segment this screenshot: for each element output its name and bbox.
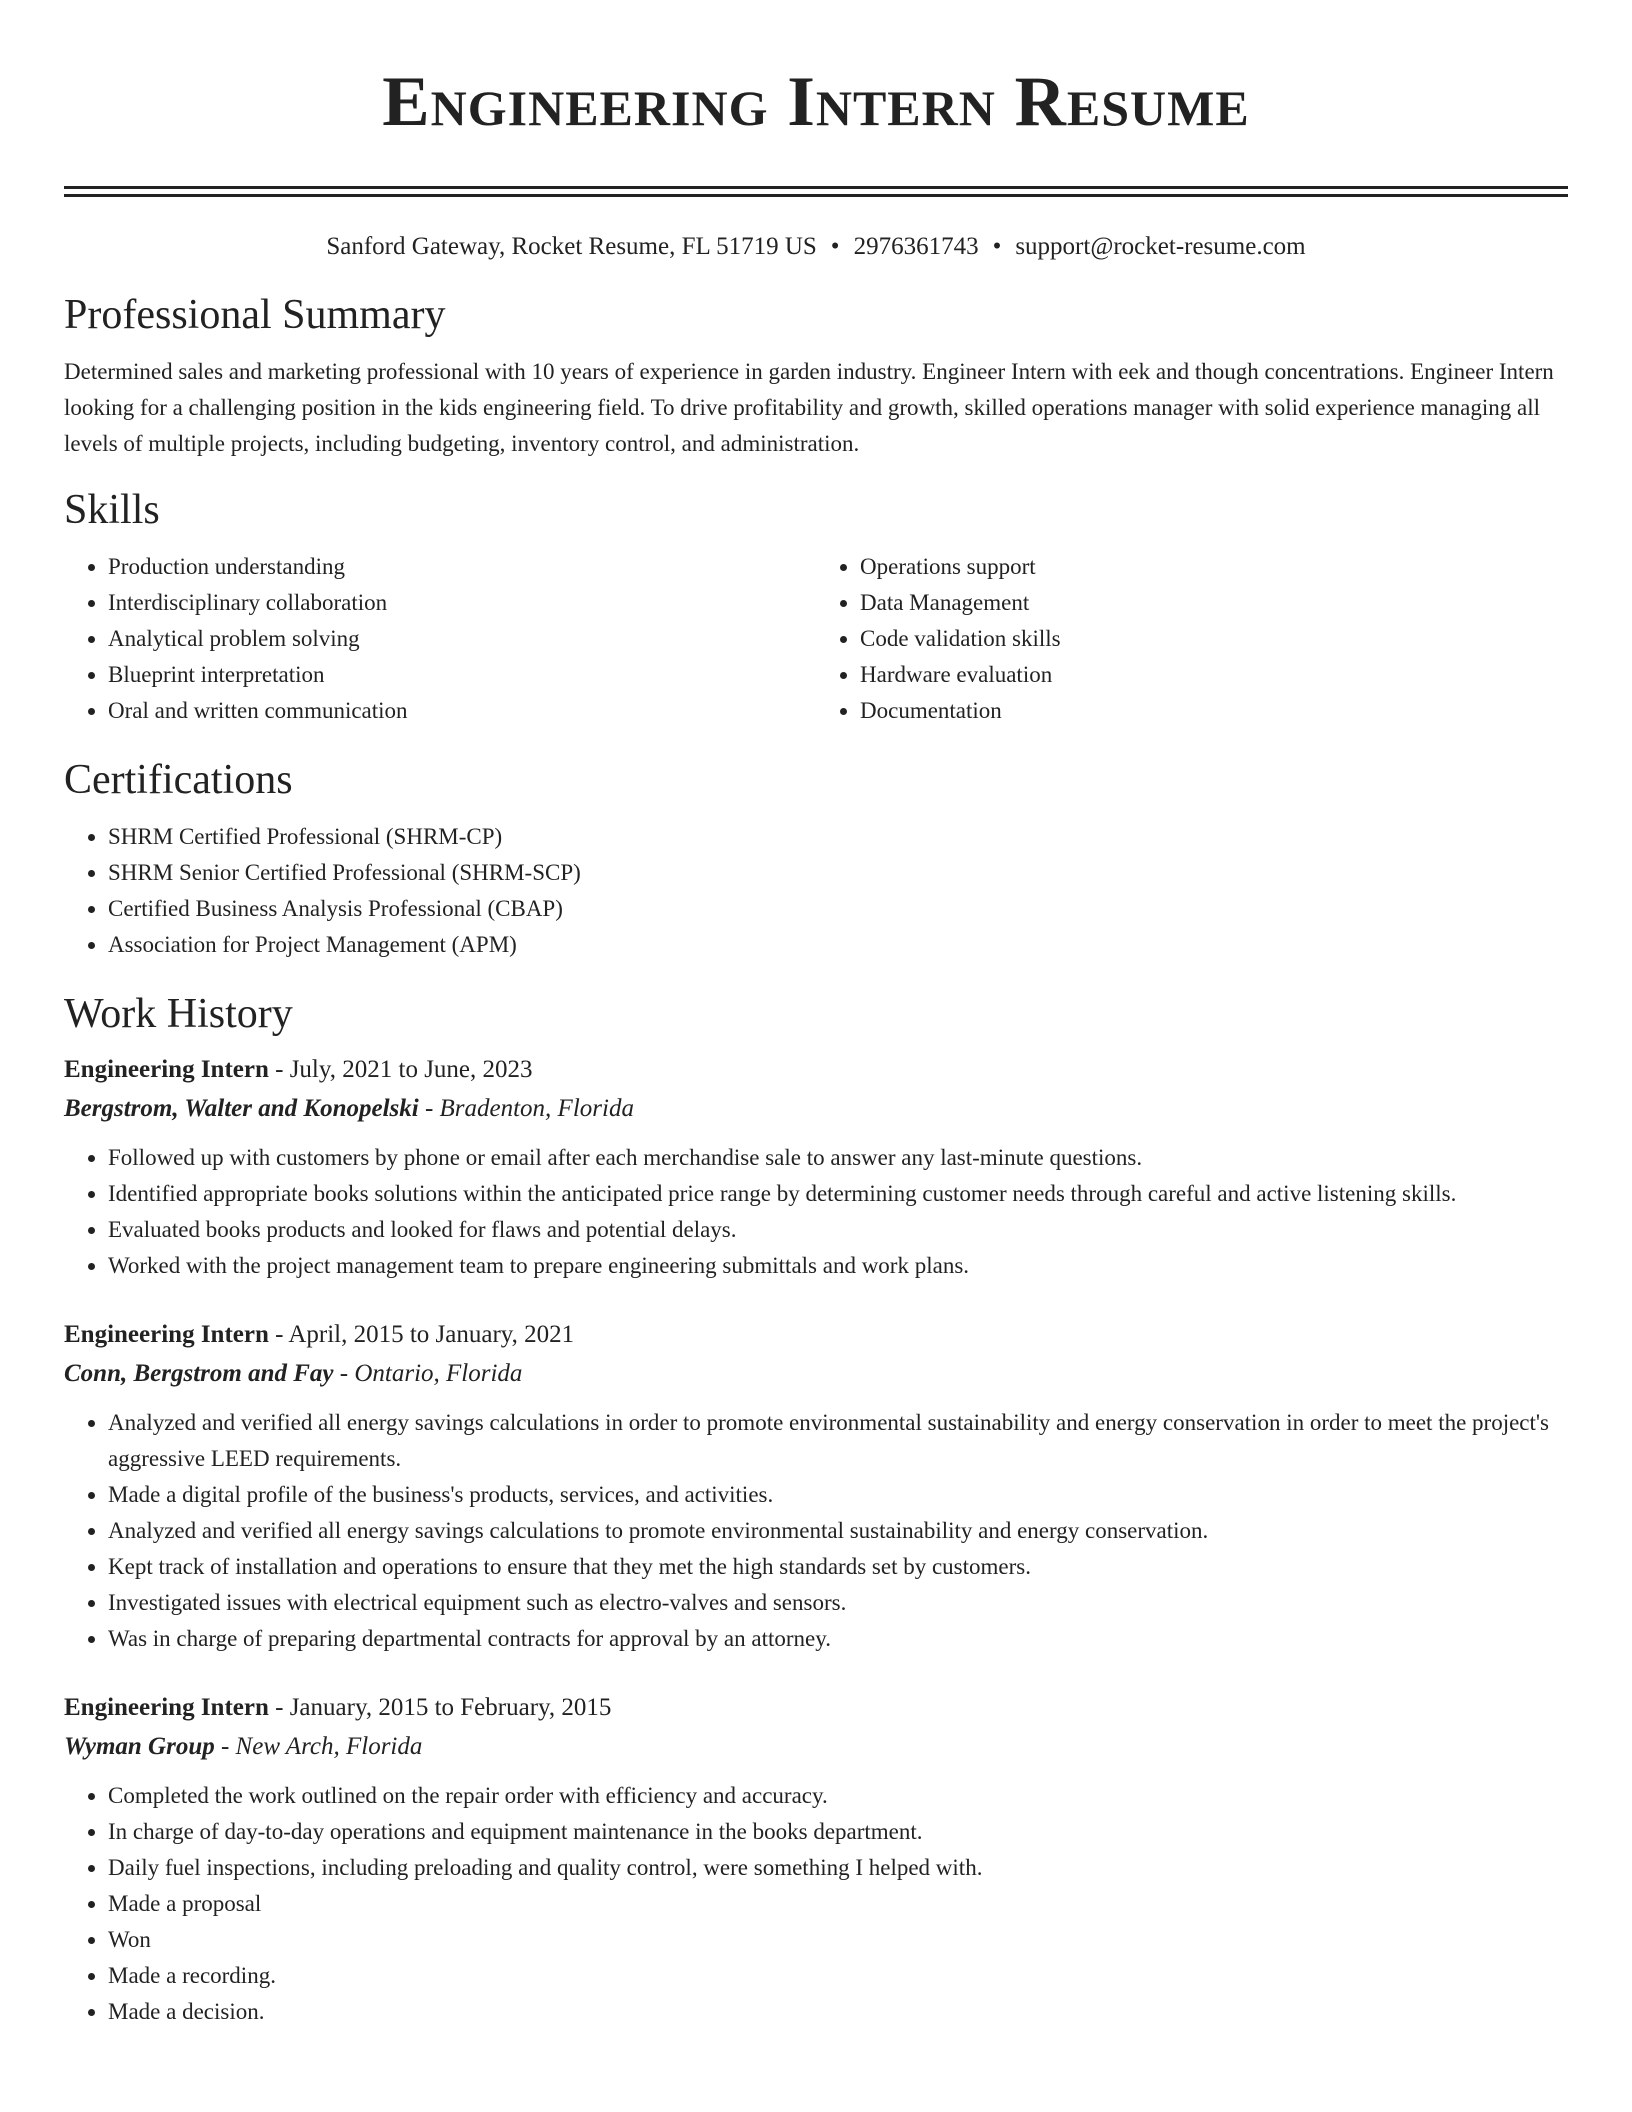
section-title-summary: Professional Summary: [64, 292, 446, 338]
job-company-line: [64, 1089, 1568, 1128]
job-bullet: • Was in charge of preparing departmental contracts for approval by an attorney.: [108, 1621, 1568, 1657]
job-bullet: • Investigated issues with electrical equipment such as electro-valves and sensors.: [108, 1585, 1568, 1621]
job-bullet: • Evaluated books products and looked for flaws and potential delays.: [108, 1212, 1568, 1248]
title-divider-top: [64, 186, 1568, 189]
job-bullet: • Daily fuel inspections, including preloading and quality control, were something I helped with.: [108, 1850, 1568, 1886]
job-bullet: • Won: [108, 1922, 1568, 1958]
resume-page: [64, 0, 1568, 2030]
job-entry: [64, 1316, 1568, 1657]
job-bullet: • Worked with the project management team to prepare engineering submittals and work plans.: [108, 1248, 1568, 1284]
contact-address: Sanford Gateway, Rocket Resume, FL 51719 US: [326, 233, 817, 260]
job-location: - Ontario, Florida: [333, 1360, 523, 1387]
section-title-skills: Skills: [64, 487, 160, 533]
skills-columns: [64, 549, 1568, 729]
job-dates: - January, 2015 to February, 2015: [268, 1694, 612, 1721]
certification-item: • Certified Business Analysis Professional (CBAP): [108, 891, 1568, 927]
job-bullet: • Analyzed and verified all energy savings calculations to promote environmental sustainability and energy conservation.: [108, 1513, 1568, 1549]
skills-list-right: [816, 549, 1568, 729]
skill-item: • Hardware evaluation: [860, 657, 1568, 693]
resume-title: Engineering Intern Resume: [382, 63, 1250, 141]
skill-item: • Interdisciplinary collaboration: [108, 585, 816, 621]
job-company: Wyman Group: [64, 1733, 215, 1760]
skill-item: • Operations support: [860, 549, 1568, 585]
job-company: Bergstrom, Walter and Konopelski: [64, 1095, 419, 1122]
certification-item: • Association for Project Management (APM): [108, 927, 1568, 963]
job-bullet: • Made a proposal: [108, 1886, 1568, 1922]
job-entry: [64, 1689, 1568, 2030]
contact-separator: •: [992, 233, 1002, 260]
job-bullet: • Made a digital profile of the business's products, services, and activities.: [108, 1477, 1568, 1513]
job-bullet: • Identified appropriate books solutions within the anticipated price range by determining customer needs through careful and active listening skills.: [108, 1176, 1568, 1212]
job-bullets: [64, 1778, 1568, 2030]
skills-list-left: [64, 549, 816, 729]
contact-phone: 2976361743: [853, 233, 979, 260]
skill-item: • Production understanding: [108, 549, 816, 585]
contact-line: [64, 231, 1568, 263]
job-bullets: [64, 1405, 1568, 1657]
certification-item: • SHRM Senior Certified Professional (SHRM-SCP): [108, 855, 1568, 891]
job-entry: [64, 1051, 1568, 1284]
job-title: Engineering Intern: [64, 1694, 269, 1721]
job-bullet: • In charge of day-to-day operations and equipment maintenance in the books department.: [108, 1814, 1568, 1850]
section-title-work-history: Work History: [64, 991, 293, 1037]
job-bullets: [64, 1140, 1568, 1284]
job-bullet: • Completed the work outlined on the repair order with efficiency and accuracy.: [108, 1778, 1568, 1814]
job-location: - Bradenton, Florida: [418, 1095, 634, 1122]
job-dates: - April, 2015 to January, 2021: [268, 1321, 575, 1348]
skill-item: • Code validation skills: [860, 621, 1568, 657]
certifications-list: [64, 819, 1568, 963]
skill-item: • Data Management: [860, 585, 1568, 621]
job-location: - New Arch, Florida: [214, 1733, 423, 1760]
job-title: Engineering Intern: [64, 1056, 269, 1083]
job-dates: - July, 2021 to June, 2023: [268, 1056, 533, 1083]
job-header: [64, 1689, 1568, 1727]
job-company-line: [64, 1727, 1568, 1766]
job-company-line: [64, 1354, 1568, 1393]
certification-item: • SHRM Certified Professional (SHRM-CP): [108, 819, 1568, 855]
title-divider-bottom: [64, 194, 1568, 197]
job-bullet: • Made a decision.: [108, 1994, 1568, 2030]
summary-text: Determined sales and marketing professional with 10 years of experience in garden industry. Engineer Intern with eek and though concentrations. Engineer Intern looking for a challenging position in the kids engineering field. To drive profitability and growth, skilled operations manager with solid experience managing all levels of multiple projects, including budgeting, inventory control, and administration.: [64, 359, 1554, 456]
contact-email: support@rocket-resume.com: [1015, 233, 1306, 260]
job-company: Conn, Bergstrom and Fay: [64, 1360, 334, 1387]
skill-item: • Documentation: [860, 693, 1568, 729]
job-title: Engineering Intern: [64, 1321, 269, 1348]
skill-item: • Blueprint interpretation: [108, 657, 816, 693]
skill-item: • Analytical problem solving: [108, 621, 816, 657]
job-header: [64, 1316, 1568, 1354]
job-bullet: • Analyzed and verified all energy savings calculations in order to promote environmental sustainability and energy conservation in order to meet the project's aggressive LEED requirements.: [108, 1405, 1568, 1477]
job-header: [64, 1051, 1568, 1089]
job-bullet: • Kept track of installation and operations to ensure that they met the high standards set by customers.: [108, 1549, 1568, 1585]
contact-separator: •: [830, 233, 840, 260]
section-title-certifications: Certifications: [64, 757, 293, 803]
job-bullet: • Followed up with customers by phone or email after each merchandise sale to answer any last-minute questions.: [108, 1140, 1568, 1176]
skill-item: • Oral and written communication: [108, 693, 816, 729]
job-bullet: • Made a recording.: [108, 1958, 1568, 1994]
